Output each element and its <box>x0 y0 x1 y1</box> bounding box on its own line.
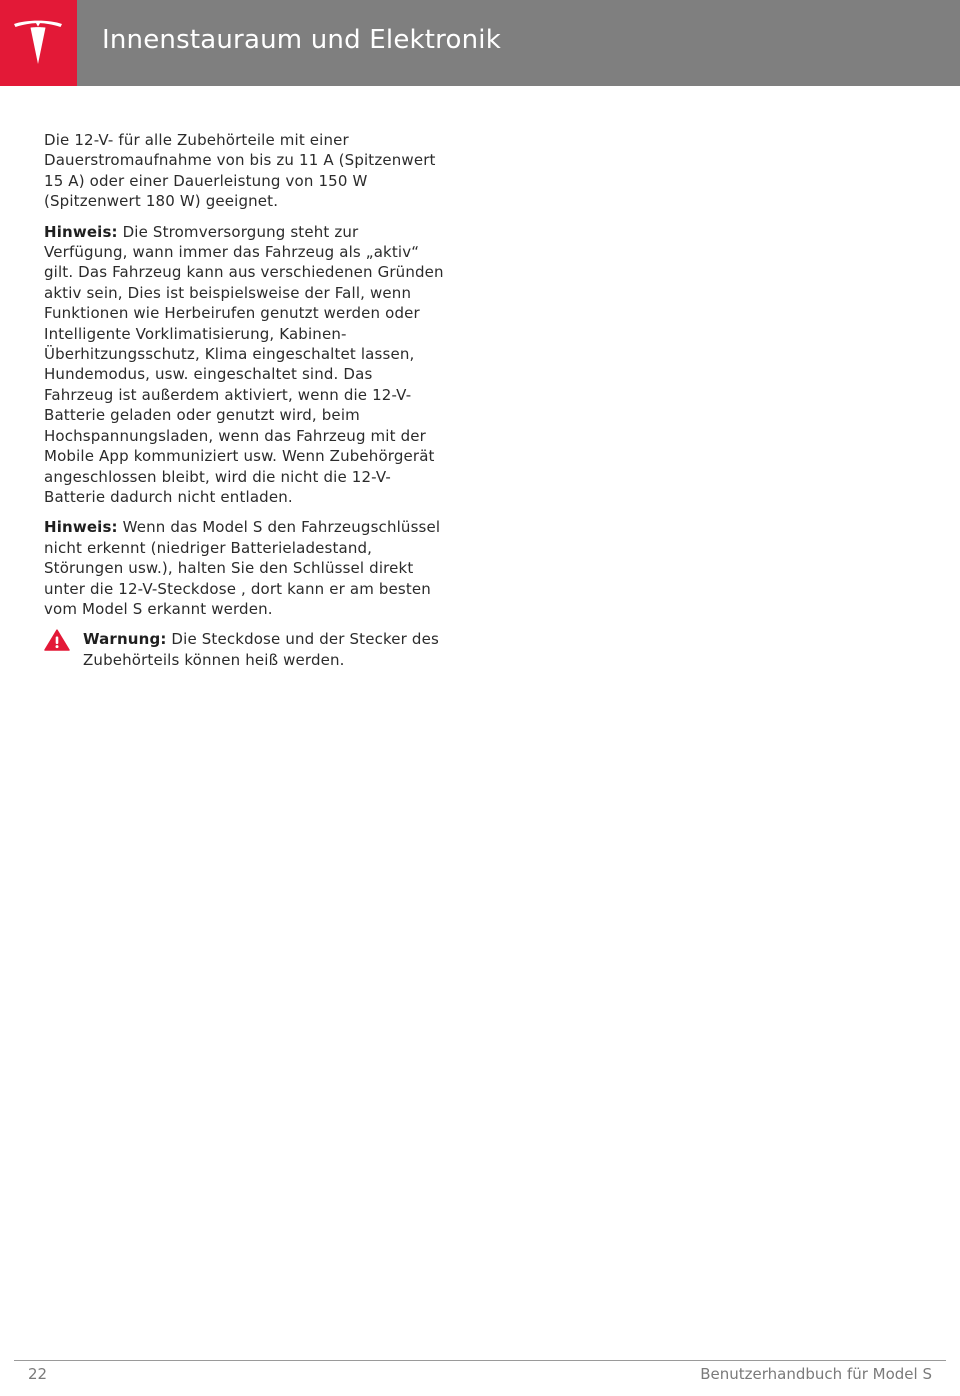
note-text: Wenn das Model S den Fahrzeugschlüssel nicht erkennt (niedriger Batterieladestand, Störungen usw.), halten Sie den Schlüssel direkt unter die 12-V-Steckdose , dort kann er am besten vom Model S erkannt werden. <box>44 518 441 618</box>
note-text: Die Stromversorgung steht zur Verfügung, wann immer das Fahrzeug als „aktiv“ gilt. Das Fahrzeug kann aus verschiedenen Gründen aktiv sein, Dies ist beispielsweise der Fall, wenn Funktionen wie Herbeirufen genutzt werden oder Intelligente Vorklimatisierung, Kabinen-Überhitzungsschutz, Klima eingeschaltet lassen, Hundemodus, usw. eingeschaltet sind. Das Fahrzeug ist außerdem aktiviert, wenn die 12-V-Batterie geladen oder genutzt wird, beim Hochspannungsladen, wenn das Fahrzeug mit der Mobile App kommuniziert usw. Wenn Zubehörgerät angeschlossen bleibt, wird die nicht die 12-V-Batterie dadurch nicht entladen. <box>44 222 444 506</box>
page-title: Innenstauraum und Elektronik <box>102 25 501 55</box>
note-label: Hinweis: <box>44 222 118 241</box>
note-paragraph <box>44 517 444 619</box>
intro-paragraph <box>44 130 444 212</box>
warning-label: Warnung: <box>83 630 167 649</box>
page-number: 22 <box>28 1365 48 1383</box>
tesla-logo <box>0 0 77 86</box>
warning-text: Die Steckdose und der Stecker des Zubehörteils können heiß werden. <box>83 630 439 669</box>
footer-title: Benutzerhandbuch für Model S <box>700 1365 932 1383</box>
footer-divider <box>14 1360 946 1361</box>
note-paragraph <box>44 222 444 508</box>
note-label: Hinweis: <box>44 518 118 537</box>
warning-triangle-icon <box>44 629 70 651</box>
document-body <box>44 130 444 680</box>
tesla-logo-icon <box>12 18 64 68</box>
warning-block <box>44 629 444 670</box>
paragraph-text: Die 12-V- für alle Zubehörteile mit einer Dauerstromaufnahme von bis zu 11 A (Spitzenwert 15 A) oder einer Dauerleistung von 150 W (Spitzenwert 180 W) geeignet. <box>44 131 436 211</box>
page-header <box>0 0 960 86</box>
